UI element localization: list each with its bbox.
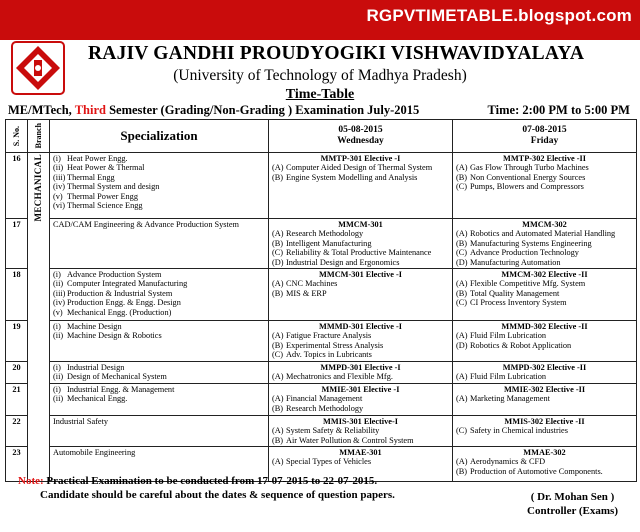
item-text: Thermal Power Engg: [67, 191, 138, 201]
paper-letter: (A): [272, 229, 284, 239]
paper-title: Research Methodology: [286, 403, 364, 413]
paper-item: [456, 331, 633, 340]
paper-item: [456, 173, 633, 182]
item-number: (i): [53, 322, 61, 332]
paper-item: [272, 457, 449, 466]
paper-letter: (B): [456, 172, 468, 182]
paper-cell-day-2: [453, 362, 637, 384]
specialization-item: [53, 270, 265, 279]
paper-cell-day-2: [453, 321, 637, 362]
branch-name: MECHANICAL: [32, 154, 43, 222]
item-number: (iv): [53, 182, 65, 192]
paper-item: [456, 298, 633, 307]
paper-code: MMMD-301 Elective -I: [319, 322, 402, 332]
paper-code: MMCM-302: [522, 220, 567, 229]
paper-item: [272, 173, 449, 182]
paper-title: Advance Production Technology: [470, 248, 579, 258]
paper-cell-day-2: [453, 415, 637, 446]
item-number: (ii): [53, 372, 64, 382]
paper-item: [272, 426, 449, 435]
paper-item: [456, 457, 633, 466]
paper-title: Pumps, Blowers and Compressors: [470, 182, 584, 192]
paper-cell-day-1: [269, 383, 453, 415]
blog-url[interactable]: RGPVTIMETABLE.blogspot.com: [366, 6, 632, 25]
paper-title: Manufacturing Automation: [470, 257, 561, 267]
table-row: [6, 362, 637, 384]
paper-letter: (A): [272, 426, 284, 436]
specialization-item: [53, 154, 265, 163]
note-label: Note:: [18, 475, 44, 487]
paper-title: Special Types of Vehicles: [286, 457, 372, 467]
date-2: 07-08-2015: [522, 125, 567, 135]
paper-title: Fluid Film Lubrication: [470, 331, 547, 341]
item-number: (ii): [53, 331, 64, 341]
item-number: (vi): [53, 201, 65, 211]
timetable: [5, 119, 637, 482]
specialization-item: [53, 385, 265, 394]
item-text: Production & Industrial System: [67, 288, 173, 298]
row-sno: 19: [6, 321, 28, 362]
row-sno: 16: [6, 153, 28, 219]
paper-cell-day-1: [269, 415, 453, 446]
paper-title: Safety in Chemical industries: [470, 426, 568, 436]
signatory-name: ( Dr. Mohan Sen ): [530, 491, 615, 503]
note-block: [18, 475, 395, 502]
specialization-item: [53, 279, 265, 288]
paper-item: [456, 163, 633, 172]
paper-title: Intelligent Manufacturing: [286, 238, 372, 248]
specialization-item: [53, 182, 265, 191]
item-text: Thermal Science Engg: [67, 201, 143, 211]
paper-item: [456, 182, 633, 191]
paper-code: MMMD-302 Elective -II: [501, 322, 588, 332]
paper-letter: (A): [456, 279, 468, 289]
paper-title: Gas Flow Through Turbo Machines: [470, 163, 589, 173]
header-date-2: [453, 120, 637, 153]
specialization-cell: [50, 321, 269, 362]
exam-time: Time: 2:00 PM to 5:00 PM: [487, 103, 630, 117]
paper-title: Flexible Competitive Mfg. System: [470, 279, 586, 289]
specialization-text: Industrial Safety: [53, 416, 109, 426]
paper-code: MMIS-302 Elective -II: [504, 416, 585, 426]
paper-letter: (B): [456, 466, 468, 476]
paper-item: [456, 467, 633, 476]
paper-letter: (C): [272, 248, 284, 258]
note-line-1: [18, 475, 395, 489]
table-row: [6, 321, 637, 362]
paper-code: MMIE-301 Elective -I: [321, 384, 400, 394]
paper-letter: (A): [272, 279, 284, 289]
paper-code: MMPD-301 Elective -I: [320, 363, 401, 373]
item-number: (i): [53, 384, 61, 394]
item-text: Computer Integrated Manufacturing: [67, 279, 188, 289]
paper-code: MMIE-302 Elective -II: [503, 384, 586, 394]
paper-item: [272, 331, 449, 340]
paper-letter: (A): [456, 457, 468, 467]
row-sno: 17: [6, 219, 28, 269]
paper-letter: (C): [456, 248, 468, 258]
paper-letter: (C): [456, 298, 468, 308]
paper-letter: (A): [456, 163, 468, 173]
paper-title: Financial Management: [286, 394, 363, 404]
paper-letter: (A): [272, 331, 284, 341]
item-text: Machine Design: [67, 322, 122, 332]
paper-letter: (C): [456, 426, 468, 436]
paper-item: [272, 258, 449, 267]
paper-title: Marketing Management: [470, 394, 550, 404]
paper-title: Experimental Stress Analysis: [286, 340, 384, 350]
paper-item: [456, 258, 633, 267]
note-text: Practical Examination to be conducted from 17-07-2015 to 22-07-2015.: [43, 475, 378, 487]
item-text: Industrial Engg. & Management: [67, 384, 175, 394]
specialization-cell: [50, 383, 269, 415]
row-sno: 20: [6, 362, 28, 384]
paper-letter: (D): [456, 257, 468, 267]
paper-title: CI Process Inventory System: [470, 298, 567, 308]
paper-item: [272, 404, 449, 413]
paper-title: Engine System Modelling and Analysis: [286, 172, 418, 182]
paper-item: [272, 436, 449, 445]
paper-title: Manufacturing Systems Engineering: [470, 238, 592, 248]
paper-title: Reliability & Total Productive Maintenance: [286, 248, 432, 258]
item-text: Design of Mechanical System: [67, 372, 167, 382]
paper-code: MMCM-302 Elective -II: [501, 270, 588, 280]
day-2: Friday: [530, 136, 559, 146]
blog-banner: [0, 0, 640, 40]
paper-cell-day-1: [269, 269, 453, 321]
semester-prefix: ME/MTech,: [8, 103, 72, 117]
specialization-item: [53, 289, 265, 298]
item-text: Thermal Engg: [67, 172, 115, 182]
specialization-item: [53, 308, 265, 317]
paper-cell-day-1: [269, 321, 453, 362]
specialization-cell: [50, 269, 269, 321]
note-line-2: Candidate should be careful about the dates & sequence of question papers.: [40, 488, 395, 501]
specialization-item: [53, 201, 265, 210]
day-1: Wednesday: [337, 136, 384, 146]
paper-item: [272, 239, 449, 248]
paper-title: Computer Aided Design of Thermal System: [286, 163, 433, 173]
date-1: 05-08-2015: [338, 125, 383, 135]
paper-item: [272, 248, 449, 257]
header-sno-text: S. No.: [11, 125, 21, 147]
item-number: (iii): [53, 288, 66, 298]
row-sno: 18: [6, 269, 28, 321]
paper-item: [272, 289, 449, 298]
paper-title: Mechatronics and Flexible Mfg.: [286, 372, 393, 382]
item-text: Mechanical Engg.: [67, 394, 128, 404]
paper-item: [272, 372, 449, 381]
paper-cell-day-1: [269, 153, 453, 219]
item-number: (i): [53, 363, 61, 373]
paper-letter: (B): [456, 288, 468, 298]
paper-item: [456, 341, 633, 350]
paper-code: MMCM-301 Elective -I: [319, 270, 402, 280]
specialization-item: [53, 298, 265, 307]
specialization-text: Automobile Engineering: [53, 448, 136, 458]
item-number: (ii): [53, 163, 64, 173]
specialization-cell: [50, 415, 269, 446]
paper-code: MMTP-302 Elective -II: [503, 154, 586, 163]
item-text: Thermal System and design: [67, 182, 160, 192]
paper-cell-day-2: [453, 447, 637, 482]
paper-title: System Safety & Reliability: [286, 426, 380, 436]
university-subtitle: (University of Technology of Madhya Pradesh): [173, 67, 467, 84]
paper-item: [456, 394, 633, 403]
paper-title: MIS & ERP: [286, 288, 327, 298]
paper-letter: (B): [272, 403, 284, 413]
item-number: (v): [53, 307, 63, 317]
item-text: Industrial Design: [67, 363, 125, 373]
paper-letter: (A): [272, 457, 284, 467]
paper-title: Air Water Pollution & Control System: [286, 435, 414, 445]
paper-code: MMCM-301: [338, 220, 383, 229]
paper-cell-day-2: [453, 153, 637, 219]
specialization-item: [53, 372, 265, 381]
paper-cell-day-1: [269, 362, 453, 384]
paper-cell-day-1: [269, 219, 453, 269]
paper-title: Industrial Design and Ergonomics: [286, 257, 400, 267]
specialization-cell: [50, 219, 269, 269]
paper-item: [456, 289, 633, 298]
paper-item: [272, 279, 449, 288]
specialization-item: [53, 163, 265, 172]
paper-code: MMPD-302 Elective -II: [502, 363, 587, 373]
paper-letter: (D): [456, 340, 468, 350]
header-specialization: Specialization: [50, 120, 269, 153]
paper-item: [272, 229, 449, 238]
specialization-item: [53, 331, 265, 340]
timetable-body: [6, 153, 637, 482]
specialization-item: [53, 322, 265, 331]
specialization-cell: [50, 153, 269, 219]
paper-item: [272, 394, 449, 403]
paper-title: Non Conventional Energy Sources: [470, 172, 586, 182]
row-sno: 22: [6, 415, 28, 446]
paper-letter: (B): [456, 238, 468, 248]
paper-letter: (A): [272, 372, 284, 382]
paper-letter: (A): [456, 394, 468, 404]
paper-item: [456, 248, 633, 257]
paper-letter: (A): [456, 372, 468, 382]
paper-title: Robotics & Robot Application: [470, 340, 572, 350]
paper-letter: (C): [456, 182, 468, 192]
paper-title: Fatigue Fracture Analysis: [286, 331, 372, 341]
paper-cell-day-2: [453, 219, 637, 269]
specialization-item: [53, 363, 265, 372]
item-number: (i): [53, 154, 61, 163]
paper-item: [456, 279, 633, 288]
paper-code: MMAE-301: [339, 448, 382, 458]
header-branch: [28, 120, 50, 153]
item-number: (iii): [53, 172, 66, 182]
specialization-text: CAD/CAM Engineering & Advance Production System: [53, 220, 239, 229]
header-branch-text: Branch: [33, 123, 43, 149]
branch-cell: [28, 153, 50, 482]
paper-cell-day-2: [453, 269, 637, 321]
table-row: [6, 269, 637, 321]
paper-title: Research Methodology: [286, 229, 364, 239]
item-text: Mechanical Engg. (Production): [67, 307, 172, 317]
paper-code: MMAE-302: [523, 448, 566, 458]
paper-title: Fluid Film Lubrication: [470, 372, 547, 382]
item-text: Advance Production System: [67, 270, 162, 280]
paper-item: [456, 239, 633, 248]
table-row: [6, 383, 637, 415]
paper-title: CNC Machines: [286, 279, 338, 289]
paper-item: [456, 426, 633, 435]
semester-word: Third: [74, 103, 106, 117]
paper-code: MMIS-301 Elective-I: [323, 416, 398, 426]
paper-letter: (B): [272, 435, 284, 445]
university-title: RAJIV GANDHI PROUDYOGIKI VISHWAVIDYALAYA: [88, 43, 585, 64]
item-number: (v): [53, 191, 63, 201]
paper-item: [456, 229, 633, 238]
signature-block: [527, 490, 618, 518]
item-text: Heat Power Engg.: [67, 154, 128, 163]
table-row: [6, 219, 637, 269]
paper-item: [272, 163, 449, 172]
paper-letter: (A): [272, 394, 284, 404]
paper-item: [272, 350, 449, 359]
specialization-item: [53, 192, 265, 201]
paper-letter: (B): [272, 340, 284, 350]
paper-code: MMTP-301 Elective -I: [320, 154, 401, 163]
paper-letter: (B): [272, 288, 284, 298]
paper-letter: (A): [456, 229, 468, 239]
item-number: (i): [53, 270, 61, 280]
item-text: Production Engg. & Engg. Design: [67, 298, 181, 308]
table-row: [6, 153, 637, 219]
paper-title: Aerodynamics & CFD: [470, 457, 546, 467]
specialization-cell: [50, 362, 269, 384]
item-number: (ii): [53, 279, 64, 289]
paper-cell-day-2: [453, 383, 637, 415]
paper-item: [272, 341, 449, 350]
paper-title: Total Quality Management: [470, 288, 560, 298]
timetable-heading: Time-Table: [285, 87, 355, 102]
item-text: Heat Power & Thermal: [67, 163, 145, 173]
table-row: [6, 415, 637, 446]
paper-title: Robotics and Automated Material Handling: [470, 229, 616, 239]
semester-line: [8, 103, 419, 118]
row-sno: 23: [6, 447, 28, 482]
specialization-item: [53, 173, 265, 182]
semester-suffix: Semester (Grading/Non-Grading ) Examination July-2015: [109, 103, 420, 117]
item-text: Machine Design & Robotics: [67, 331, 162, 341]
paper-title: Production of Automotive Components.: [470, 466, 603, 476]
specialization-item: [53, 394, 265, 403]
row-sno: 21: [6, 383, 28, 415]
paper-letter: (D): [272, 257, 284, 267]
paper-item: [456, 372, 633, 381]
paper-title: Adv. Topics in Lubricants: [286, 350, 372, 360]
paper-letter: (B): [272, 238, 284, 248]
paper-letter: (B): [272, 172, 284, 182]
item-number: (iv): [53, 298, 65, 308]
paper-letter: (A): [272, 163, 284, 173]
signatory-designation: Controller (Exams): [527, 505, 618, 517]
paper-letter: (A): [456, 331, 468, 341]
item-number: (ii): [53, 394, 64, 404]
header-sno: [6, 120, 28, 153]
header-date-1: [269, 120, 453, 153]
paper-letter: (C): [272, 350, 284, 360]
